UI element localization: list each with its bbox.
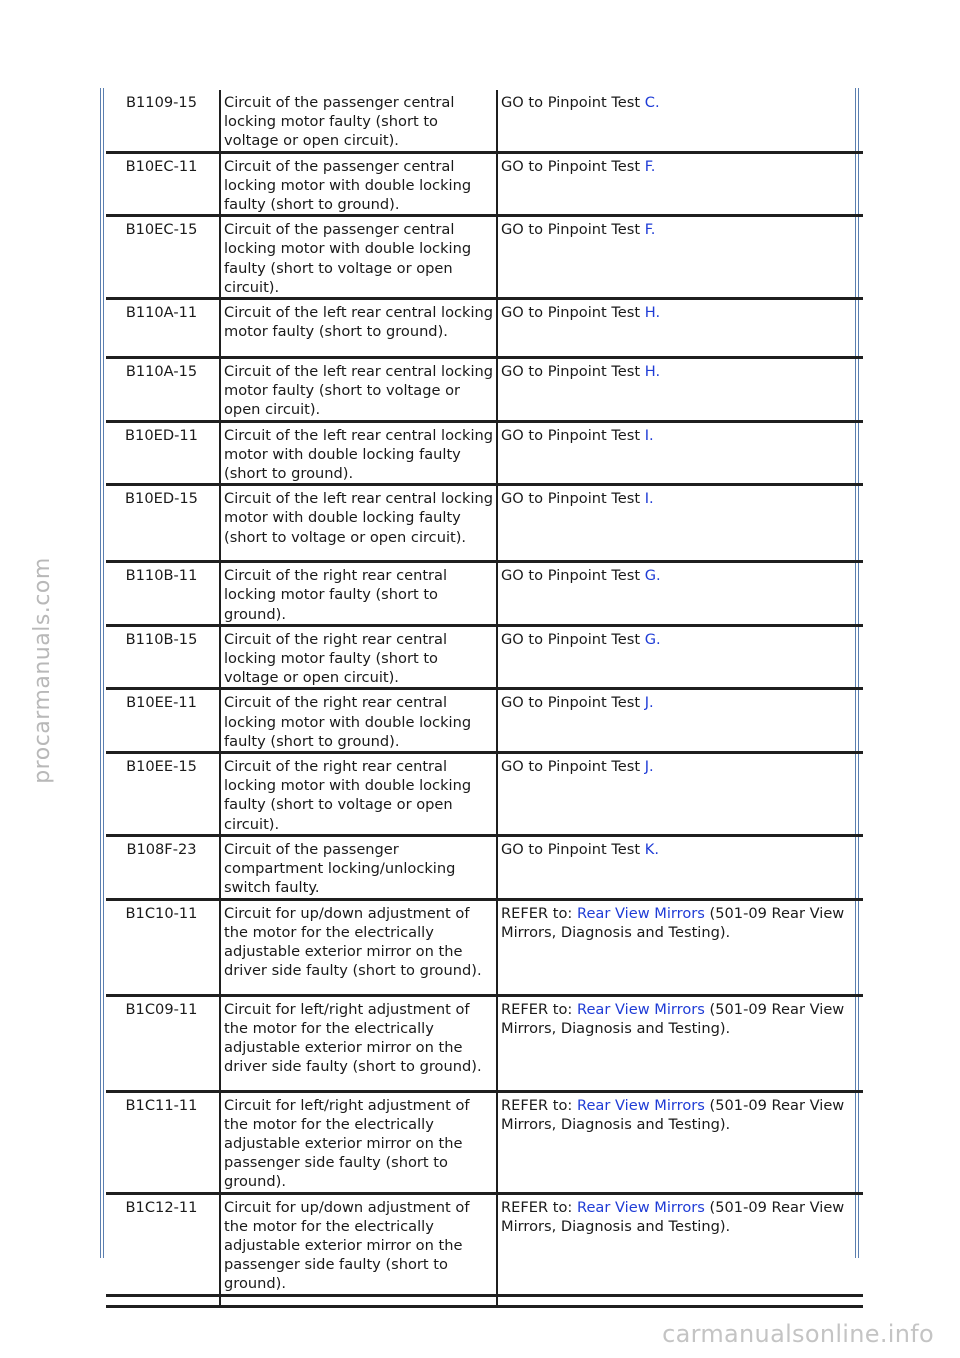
dtc-code: B110A-11 (106, 299, 220, 358)
dtc-description: Circuit of the passenger central locking motor with double locking faulty (short to voltage or open circuit). (220, 216, 497, 299)
dtc-table (106, 90, 863, 1308)
dtc-table-body (106, 90, 863, 1306)
dtc-action (497, 299, 863, 358)
table-row (106, 995, 863, 1091)
dtc-action (497, 689, 863, 753)
pinpoint-test-link[interactable]: J. (644, 694, 654, 712)
dtc-action (497, 1193, 863, 1295)
action-text: REFER to: (501, 1198, 577, 1216)
dtc-code: B10EE-15 (106, 753, 220, 836)
dtc-code: B1109-15 (106, 90, 220, 152)
action-text: GO to Pinpoint Test (501, 363, 645, 381)
dtc-code: B1C09-11 (106, 995, 220, 1091)
pinpoint-test-link[interactable]: Rear View Mirrors (576, 904, 705, 922)
action-text: GO to Pinpoint Test (501, 630, 645, 648)
dtc-action (497, 562, 863, 626)
dtc-description: Circuit of the left rear central locking motor faulty (short to ground). (220, 299, 497, 358)
pinpoint-test-link[interactable]: Rear View Mirrors (576, 1096, 705, 1114)
dtc-description: Circuit of the passenger compartment locking/unlocking switch faulty. (220, 835, 497, 899)
dtc-code: B110B-11 (106, 562, 220, 626)
action-text: GO to Pinpoint Test (501, 490, 645, 508)
dtc-description: Circuit for up/down adjustment of the motor for the electrically adjustable exterior mirror on the driver side faulty (short to ground). (220, 899, 497, 995)
empty-cell (106, 1295, 220, 1306)
action-reference-text: (501-09 Rear View Mirrors, Diagnosis and Testing). (501, 1198, 845, 1235)
dtc-description: Circuit of the left rear central locking motor with double locking faulty (short to ground). (220, 421, 497, 485)
pinpoint-test-link[interactable]: F. (644, 157, 656, 175)
empty-cell (220, 1295, 497, 1306)
table-row (106, 485, 863, 562)
dtc-action (497, 1091, 863, 1193)
table-row (106, 1091, 863, 1193)
table-row (106, 216, 863, 299)
action-reference-text: (501-09 Rear View Mirrors, Diagnosis and Testing). (501, 904, 845, 941)
dtc-action (497, 358, 863, 422)
dtc-action (497, 216, 863, 299)
dtc-action (497, 753, 863, 836)
dtc-description: Circuit of the right rear central locking motor with double locking faulty (short to voltage or open circuit). (220, 753, 497, 836)
dtc-code: B10ED-15 (106, 485, 220, 562)
dtc-action (497, 485, 863, 562)
pinpoint-test-link[interactable]: F. (644, 221, 656, 239)
dtc-description: Circuit for up/down adjustment of the motor for the electrically adjustable exterior mirror on the passenger side faulty (short to ground). (220, 1193, 497, 1295)
dtc-description: Circuit for left/right adjustment of the motor for the electrically adjustable exterior mirror on the driver side faulty (short to ground). (220, 995, 497, 1091)
side-watermark-text: procarmanuals.com (29, 556, 55, 784)
dtc-code: B110A-15 (106, 358, 220, 422)
action-text: GO to Pinpoint Test (501, 840, 645, 858)
dtc-code: B10EC-15 (106, 216, 220, 299)
action-reference-text: (501-09 Rear View Mirrors, Diagnosis and Testing). (501, 1096, 845, 1133)
action-text: GO to Pinpoint Test (501, 94, 645, 111)
dtc-code: B110B-15 (106, 625, 220, 689)
pinpoint-test-link[interactable]: Rear View Mirrors (576, 1198, 705, 1216)
table-row (106, 1193, 863, 1295)
pinpoint-test-link[interactable]: Rear View Mirrors (576, 1000, 705, 1018)
dtc-action (497, 152, 863, 216)
dtc-description: Circuit for left/right adjustment of the motor for the electrically adjustable exterior mirror on the passenger side faulty (short to ground). (220, 1091, 497, 1193)
action-text: REFER to: (501, 1000, 577, 1018)
pinpoint-test-link[interactable]: C. (644, 94, 660, 111)
table-row (106, 152, 863, 216)
action-text: GO to Pinpoint Test (501, 694, 645, 712)
pinpoint-test-link[interactable]: I. (644, 426, 654, 444)
action-text: GO to Pinpoint Test (501, 426, 645, 444)
dtc-description: Circuit of the right rear central locking motor with double locking faulty (short to ground). (220, 689, 497, 753)
dtc-code: B108F-23 (106, 835, 220, 899)
dtc-code: B10EE-11 (106, 689, 220, 753)
action-reference-text: (501-09 Rear View Mirrors, Diagnosis and Testing). (501, 1000, 845, 1037)
pinpoint-test-link[interactable]: J. (644, 758, 654, 776)
table-row (106, 689, 863, 753)
dtc-description: Circuit of the left rear central locking motor faulty (short to voltage or open circuit). (220, 358, 497, 422)
action-text: GO to Pinpoint Test (501, 157, 645, 175)
table-row (106, 299, 863, 358)
dtc-action (497, 899, 863, 995)
dtc-action (497, 995, 863, 1091)
page-frame-left (100, 88, 104, 1258)
pinpoint-test-link[interactable]: H. (644, 363, 661, 381)
action-text: GO to Pinpoint Test (501, 221, 645, 239)
table-row (106, 421, 863, 485)
dtc-action (497, 90, 863, 152)
dtc-code: B1C10-11 (106, 899, 220, 995)
table-row (106, 753, 863, 836)
table-row (106, 358, 863, 422)
action-text: GO to Pinpoint Test (501, 567, 645, 585)
action-text: GO to Pinpoint Test (501, 758, 645, 776)
dtc-code: B10ED-11 (106, 421, 220, 485)
dtc-action (497, 835, 863, 899)
table-row (106, 625, 863, 689)
dtc-code: B10EC-11 (106, 152, 220, 216)
pinpoint-test-link[interactable]: G. (644, 567, 661, 585)
dtc-description: Circuit of the passenger central locking motor faulty (short to voltage or open circuit). (220, 90, 497, 152)
dtc-description: Circuit of the right rear central locking motor faulty (short to ground). (220, 562, 497, 626)
dtc-action (497, 625, 863, 689)
table-row (106, 835, 863, 899)
pinpoint-test-link[interactable]: G. (644, 630, 661, 648)
dtc-description: Circuit of the passenger central locking motor with double locking faulty (short to ground). (220, 152, 497, 216)
bottom-watermark: carmanualsonline.info (662, 1320, 934, 1348)
table-row-continuation (106, 1295, 863, 1306)
dtc-description: Circuit of the right rear central locking motor faulty (short to voltage or open circuit). (220, 625, 497, 689)
table-row (106, 899, 863, 995)
dtc-action (497, 421, 863, 485)
dtc-code: B1C12-11 (106, 1193, 220, 1295)
pinpoint-test-link[interactable]: H. (644, 304, 661, 322)
action-text: REFER to: (501, 1096, 577, 1114)
empty-cell (497, 1295, 863, 1306)
side-watermark (2, 460, 82, 880)
pinpoint-test-link[interactable]: I. (644, 490, 654, 508)
action-text: GO to Pinpoint Test (501, 304, 645, 322)
action-text: REFER to: (501, 904, 577, 922)
dtc-code: B1C11-11 (106, 1091, 220, 1193)
pinpoint-test-link[interactable]: K. (644, 840, 659, 858)
table-row (106, 90, 863, 152)
dtc-description: Circuit of the left rear central locking motor with double locking faulty (short to voltage or open circuit). (220, 485, 497, 562)
table-row (106, 562, 863, 626)
